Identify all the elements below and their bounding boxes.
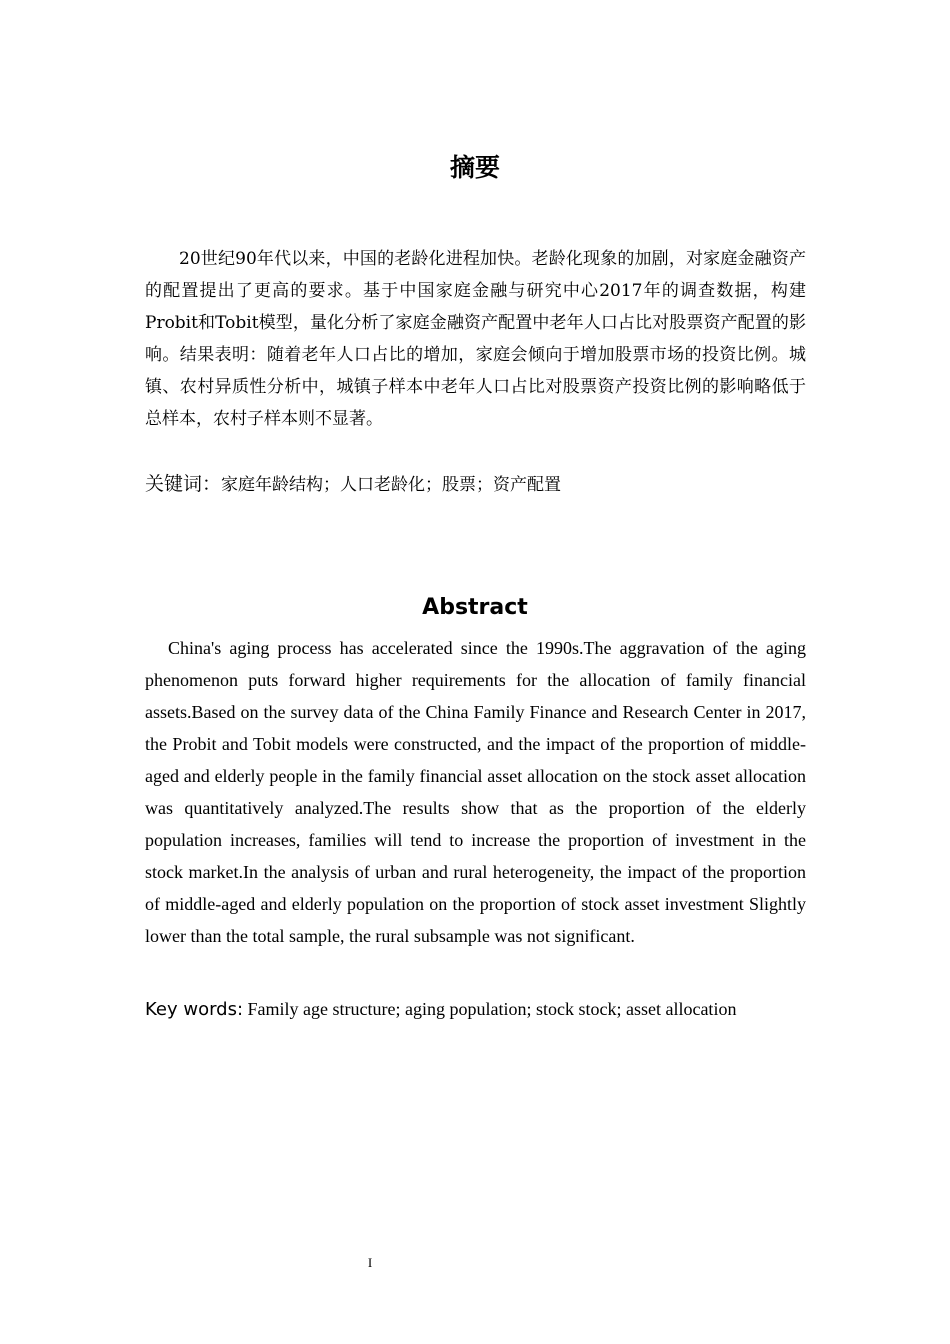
english-keywords-text: Family age structure; aging population; stock stock; asset allocation [247, 999, 737, 1019]
english-abstract-body: China's aging process has accelerated since the 1990s.The aggravation of the aging phenomenon puts forward higher requirements for the allocation of family financial assets.Based on the survey data of the China Family Finance and Research Center in 2017, the Probit and Tobit models were constructed, and the impact of the proportion of middle-aged and elderly people in the family financial asset allocation on the stock asset allocation was quantitatively analyzed.The results show that as the proportion of the elderly population increases, families will tend to increase the proportion of investment in the stock market.In the analysis of urban and rural heterogeneity, the impact of the proportion of middle-aged and elderly population on the proportion of stock asset investment Slightly lower than the total sample, the rural subsample was not significant. [145, 638, 806, 946]
chinese-abstract-title: 摘要 [449, 153, 500, 182]
english-abstract-title: Abstract [422, 595, 528, 620]
chinese-keywords-label: 关键词： [145, 473, 222, 495]
page-number: I [367, 1255, 373, 1270]
english-keywords [145, 993, 806, 1026]
english-keywords-label: Key words: [145, 999, 244, 1020]
chinese-keywords [145, 468, 806, 501]
chinese-keywords-text: 家庭年龄结构；人口老龄化；股票；资产配置 [221, 475, 562, 495]
chinese-abstract-body: 20世纪90年代以来，中国的老龄化进程加快。老龄化现象的加剧，对家庭金融资产的配置提出了更高的要求。基于中国家庭金融与研究中心2017年的调查数据，构建Probit和Tobit模型，量化分析了家庭金融资产配置中老年人口占比对股票资产配置的影响。结果表明：随着老年人口占比的增加，家庭会倾向于增加股票市场的投资比例。城镇、农村异质性分析中，城镇子样本中老年人口占比对股票资产投资比例的影响略低于总样本，农村子样本则不显著。 [145, 249, 806, 429]
